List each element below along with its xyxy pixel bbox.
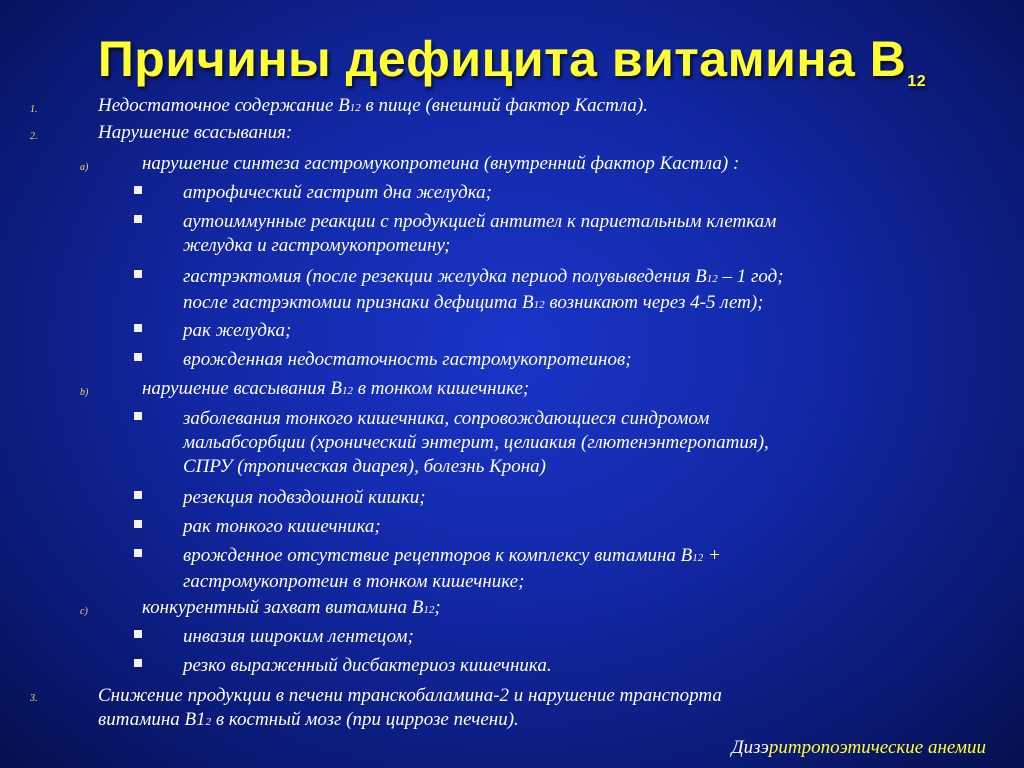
list-item-1: Недостаточное содержание В12 в пище (внешний фактор Кастла).	[98, 95, 648, 116]
bullet-icon	[134, 186, 142, 194]
list-item-3: Снижение продукции в печени транскобаламина-2 и нарушение транспорта витамина В12 в костный мозг (при циррозе печени).	[98, 685, 722, 730]
list-marker-1: 1.	[30, 104, 38, 115]
list-marker-3: 3.	[30, 693, 38, 704]
list-marker-b: b)	[80, 387, 89, 398]
bullet-icon	[134, 353, 142, 361]
list-item-2: Нарушение всасывания:	[98, 122, 293, 143]
list-item-a2: аутоиммунные реакции с продукцией антител к париетальным клеткам желудка и гастромукопротеину;	[183, 211, 777, 256]
bullet-icon	[134, 549, 142, 557]
bullet-icon	[134, 270, 142, 278]
list-item-b2: резекция подвздошной кишки;	[183, 487, 426, 508]
list-item-a3: гастрэктомия (после резекции желудка период полувыведения В12 – 1 год; после гастрэктомии признаки дефицита В12 возникают через 4-5 лет);	[183, 266, 784, 313]
footer-highlight: ритропоэтические анемии	[768, 737, 986, 758]
list-marker-2: 2.	[30, 131, 38, 142]
list-item-b: нарушение всасывания В12 в тонком кишечнике;	[142, 378, 530, 399]
list-item-a5: врожденная недостаточность гастромукопротеинов;	[183, 349, 632, 370]
list-item-b4: врожденное отсутствие рецепторов к комплексу витамина В12 + гастромукопротеин в тонком кишечнике;	[183, 545, 721, 592]
bullet-icon	[134, 412, 142, 420]
bullet-icon	[134, 215, 142, 223]
slide-title-text: Причины дефицита витамина В	[97, 31, 907, 87]
list-item-c1: инвазия широким лентецом;	[183, 626, 414, 647]
list-item-b1: заболевания тонкого кишечника, сопровождающиеся синдромом мальабсорбции (хронический энтерит, целиакия (глютенэнтеропатия), СПРУ (тропическая диарея), болезнь Крона)	[183, 408, 769, 477]
slide-title-subscript: 12	[907, 73, 927, 90]
bullet-icon	[134, 659, 142, 667]
bullet-icon	[134, 520, 142, 528]
list-item-c: конкурентный захват витамина В12;	[142, 597, 441, 618]
list-item-a: нарушение синтеза гастромукопротеина (внутренний фактор Кастла) :	[142, 153, 740, 174]
footer-note	[732, 737, 986, 759]
list-marker-c: c)	[80, 606, 88, 617]
list-marker-a: a)	[80, 162, 89, 173]
slide-title	[0, 30, 1024, 88]
bullet-icon	[134, 324, 142, 332]
list-item-a1: атрофический гастрит дна желудка;	[183, 182, 493, 203]
list-item-a4: рак желудка;	[183, 320, 292, 341]
bullet-icon	[134, 491, 142, 499]
bullet-icon	[134, 630, 142, 638]
list-item-b3: рак тонкого кишечника;	[183, 516, 381, 537]
list-item-c2: резко выраженный дисбактериоз кишечника.	[183, 655, 552, 676]
footer-prefix: Дизэ	[731, 737, 769, 758]
